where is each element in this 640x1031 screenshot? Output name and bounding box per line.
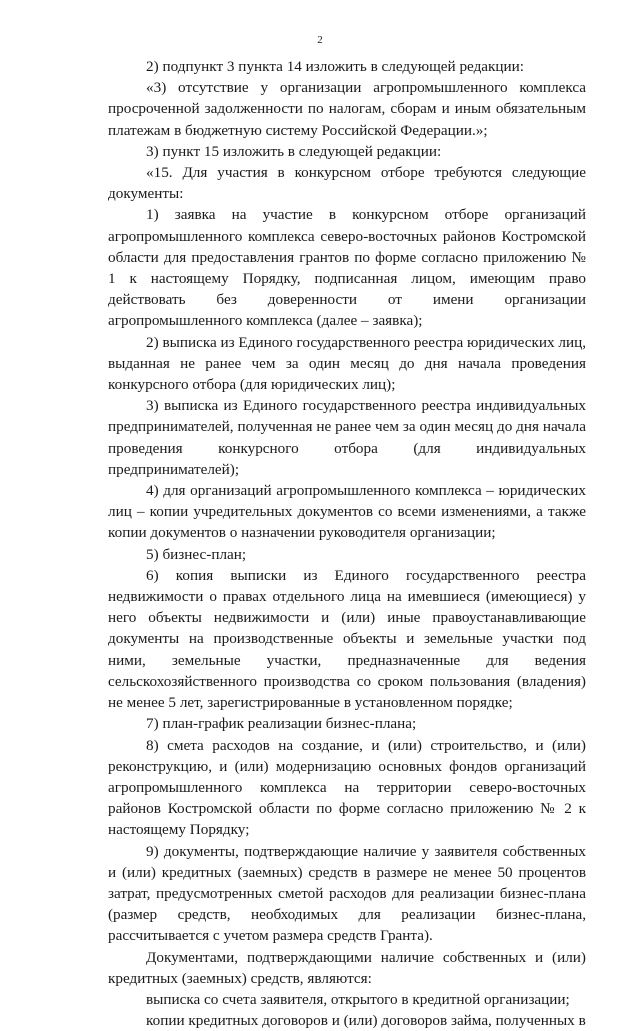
- page-number: 2: [317, 34, 323, 46]
- paragraph: 9) документы, подтверждающие наличие у заявителя собственных и (или) кредитных (заемных) средств в размере не менее 50 процентов затрат, предусмотренных сметой расходов для реализации бизнес-плана (размер средств, необходимых для реализации бизнес-плана, рассчитывается с учетом размера средств Гранта).: [108, 842, 586, 945]
- paragraph: 5) бизнес-план;: [146, 545, 247, 563]
- paragraph: 2) выписка из Единого государственного реестра юридических лиц, выданная не ранее чем за один месяц до дня начала проведения конкурсного отбора (для юридических лиц);: [108, 333, 586, 394]
- paragraph: 3) пункт 15 изложить в следующей редакции:: [146, 142, 442, 160]
- paragraph: 4) для организаций агропромышленного комплекса – юридических лиц – копии учредительных документов со всеми изменениями, а также копии документов о назначении руководителя организации;: [108, 482, 586, 542]
- paragraph: «3) отсутствие у организации агропромышленного комплекса просроченной задолженности по налогам, сборам и иным обязательным платежам в бюджетную систему Российской Федерации.»;: [108, 79, 586, 139]
- paragraph: 1) заявка на участие в конкурсном отборе организаций агропромышленного комплекса северо-восточных районов Костромской области для предоставления грантов по форме согласно приложению № 1 к настоящему Порядку, подписанная лицом, имеющим право действовать без доверенности от имени организации агропромышленного комплекса (далее – заявка);: [108, 206, 586, 330]
- paragraph: копии кредитных договоров и (или) договоров займа, полученных в: [146, 1012, 586, 1030]
- paragraph: 2) подпункт 3 пункта 14 изложить в следующей редакции:: [146, 58, 525, 75]
- paragraph: 7) план-график реализации бизнес-плана;: [146, 715, 417, 733]
- paragraph: выписка со счета заявителя, открытого в кредитной организации;: [146, 990, 570, 1008]
- paragraph: Документами, подтверждающими наличие собственных и (или) кредитных (заемных) средств, являются:: [108, 948, 586, 987]
- document-body: [108, 56, 586, 1031]
- paragraph: 6) копия выписки из Единого государственного реестра недвижимости о правах отдельного лица на имевшиеся (имеющиеся) у него объекты недвижимости и (или) иные правоустанавливающие документы на производственные объекты и земельные участки под ними, земельные участки, предназначенные для ведения сельскохозяйственного производства со сроком пользования (владения) не менее 5 лет, зарегистрированные в установленном порядке;: [108, 566, 586, 712]
- paragraph: 8) смета расходов на создание, и (или) строительство, и (или) реконструкцию, и (или) модернизацию основных фондов организаций агропромышленного комплекса на территории северо-восточных районов Костромской области по форме согласно приложению № 2 к настоящему Порядку;: [108, 736, 586, 839]
- paragraph: 3) выписка из Единого государственного реестра индивидуальных предпринимателей, полученная не ранее чем за один месяц до дня начала проведения конкурсного отбора (для индивидуальных предпринимателей);: [108, 397, 586, 478]
- paragraph: «15. Для участия в конкурсном отборе требуются следующие документы:: [108, 164, 586, 203]
